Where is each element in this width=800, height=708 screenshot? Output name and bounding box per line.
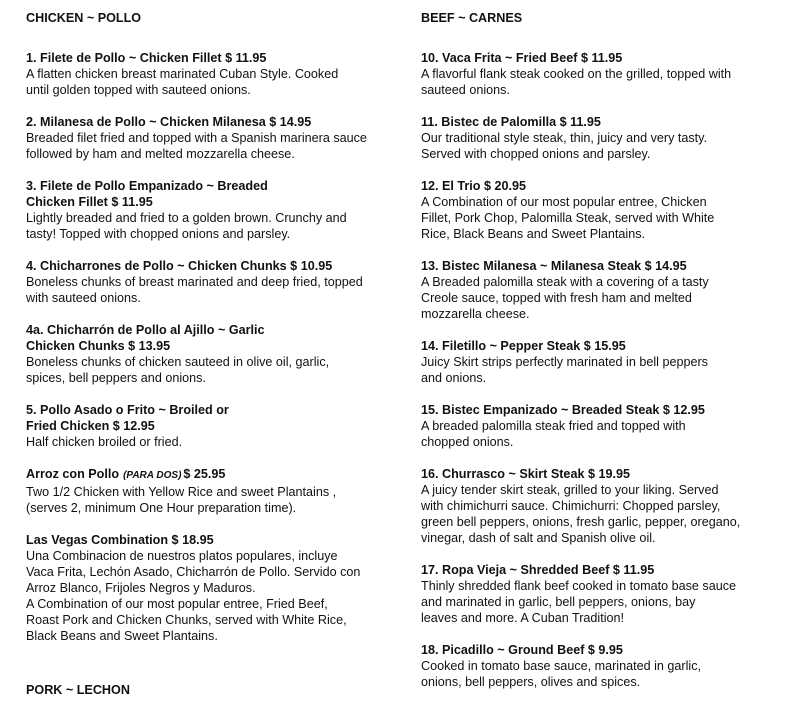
menu-item	[421, 642, 793, 690]
item-description: mozzarella cheese.	[421, 307, 530, 321]
item-description: Breaded filet fried and topped with a Spanish marinera sauce	[26, 131, 367, 145]
item-description: A Breaded palomilla steak with a covering of a tasty	[421, 275, 709, 289]
item-note: (PARA DOS)	[123, 470, 182, 481]
item-description: A Combination of our most popular entree, Chicken	[421, 195, 707, 209]
item-description: green bell peppers, onions, fresh garlic, pepper, oregano,	[421, 515, 741, 529]
item-title: Las Vegas Combination $ 18.95	[26, 533, 214, 547]
item-description: sauteed onions.	[421, 83, 510, 97]
item-description: Una Combinacion de nuestros platos populares, incluye	[26, 549, 338, 563]
item-title: 4. Chicharrones de Pollo ~ Chicken Chunks $ 10.95	[26, 259, 333, 273]
item-description: Rice, Black Beans and Sweet Plantains.	[421, 227, 646, 241]
item-description: Boneless chunks of breast marinated and deep fried, topped	[26, 275, 363, 289]
menu-item	[26, 532, 411, 644]
item-description: Half chicken broiled or fried.	[26, 435, 183, 449]
item-title: 15. Bistec Empanizado ~ Breaded Steak $ 12.95	[421, 403, 705, 417]
item-description: Fillet, Pork Chop, Palomilla Steak, served with White	[421, 211, 715, 225]
item-price: $ 25.95	[183, 467, 226, 481]
item-title: 1. Filete de Pollo ~ Chicken Fillet $ 11.95	[26, 51, 267, 65]
item-description: until golden topped with sauteed onions.	[26, 83, 251, 97]
item-description: Cooked in tomato base sauce, marinated in garlic,	[421, 659, 702, 673]
item-description: Vaca Frita, Lechón Asado, Chicharrón de Pollo. Servido con	[26, 565, 361, 579]
menu-item	[421, 50, 793, 98]
item-title: 3. Filete de Pollo Empanizado ~ Breaded Chicken Fillet $ 11.95	[26, 179, 268, 209]
menu-item	[26, 402, 411, 450]
item-title: Arroz con Pollo (PARA DOS) $ 25.95	[26, 467, 226, 481]
item-description: A juicy tender skirt steak, grilled to your liking. Served	[421, 483, 719, 497]
menu-item	[421, 114, 793, 162]
menu-item	[26, 50, 411, 98]
menu-item	[421, 402, 793, 450]
menu-item	[26, 178, 411, 242]
item-description: spices, bell peppers and onions.	[26, 371, 206, 385]
item-description: onions, bell peppers, olives and spices.	[421, 675, 641, 689]
chicken-column	[26, 10, 411, 660]
item-description: with chimichurri sauce. Chimichurri: Chopped parsley,	[421, 499, 721, 513]
item-description: Lightly breaded and fried to a golden brown. Crunchy and	[26, 211, 347, 225]
item-description: Our traditional style steak, thin, juicy and very tasty.	[421, 131, 708, 145]
item-description: Black Beans and Sweet Plantains.	[26, 629, 218, 643]
item-description: A Combination of our most popular entree, Fried Beef,	[26, 597, 328, 611]
item-title: 18. Picadillo ~ Ground Beef $ 9.95	[421, 643, 623, 657]
item-description: with sauteed onions.	[26, 291, 141, 305]
item-title: 16. Churrasco ~ Skirt Steak $ 19.95	[421, 467, 630, 481]
menu-item	[421, 562, 793, 626]
item-description: and onions.	[421, 371, 487, 385]
item-title: 4a. Chicharrón de Pollo al Ajillo ~ Garlic Chicken Chunks $ 13.95	[26, 323, 265, 353]
item-title: 5. Pollo Asado o Frito ~ Broiled or Fried Chicken $ 12.95	[26, 403, 229, 433]
item-description: and marinated in garlic, bell peppers, onions, bay	[421, 595, 696, 609]
item-description: vinegar, dash of salt and Spanish olive oil.	[421, 531, 656, 545]
section-title-chicken: CHICKEN ~ POLLO	[26, 11, 142, 25]
item-description: followed by ham and melted mozzarella cheese.	[26, 147, 295, 161]
item-description: leaves and more. A Cuban Tradition!	[421, 611, 625, 625]
menu-item	[26, 322, 411, 386]
menu-item	[26, 466, 411, 516]
item-description: (serves 2, minimum One Hour preparation time).	[26, 501, 297, 515]
item-description: Served with chopped onions and parsley.	[421, 147, 651, 161]
item-description: Arroz Blanco, Frijoles Negros y Maduros.	[26, 581, 256, 595]
section-title-beef: BEEF ~ CARNES	[421, 11, 523, 25]
item-description: A flavorful flank steak cooked on the grilled, topped with	[421, 67, 732, 81]
item-title: 17. Ropa Vieja ~ Shredded Beef $ 11.95	[421, 563, 655, 577]
item-description: Roast Pork and Chicken Chunks, served with White Rice,	[26, 613, 347, 627]
item-description: Two 1/2 Chicken with Yellow Rice and sweet Plantains ,	[26, 485, 337, 499]
item-description: tasty! Topped with chopped onions and parsley.	[26, 227, 291, 241]
item-description: Boneless chunks of chicken sauteed in olive oil, garlic,	[26, 355, 330, 369]
menu-item	[421, 178, 793, 242]
item-description: chopped onions.	[421, 435, 514, 449]
menu-item	[26, 258, 411, 306]
item-title: 14. Filetillo ~ Pepper Steak $ 15.95	[421, 339, 626, 353]
item-description: Thinly shredded flank beef cooked in tomato base sauce	[421, 579, 737, 593]
item-description: A breaded palomilla steak fried and topped with	[421, 419, 686, 433]
item-title: 13. Bistec Milanesa ~ Milanesa Steak $ 14.95	[421, 259, 687, 273]
item-title: 10. Vaca Frita ~ Fried Beef $ 11.95	[421, 51, 623, 65]
menu-item	[421, 466, 793, 546]
menu-item	[421, 338, 793, 386]
item-description: Creole sauce, topped with fresh ham and melted	[421, 291, 692, 305]
item-description: A flatten chicken breast marinated Cuban Style. Cooked	[26, 67, 339, 81]
item-title: 12. El Trio $ 20.95	[421, 179, 527, 193]
menu-item	[26, 114, 411, 162]
item-title: 11. Bistec de Palomilla $ 11.95	[421, 115, 601, 129]
item-description: Juicy Skirt strips perfectly marinated in bell peppers	[421, 355, 708, 369]
beef-column	[421, 10, 793, 706]
menu-item	[421, 258, 793, 322]
section-title-pork: PORK ~ LECHON	[26, 683, 130, 697]
item-title: 2. Milanesa de Pollo ~ Chicken Milanesa $ 14.95	[26, 115, 312, 129]
